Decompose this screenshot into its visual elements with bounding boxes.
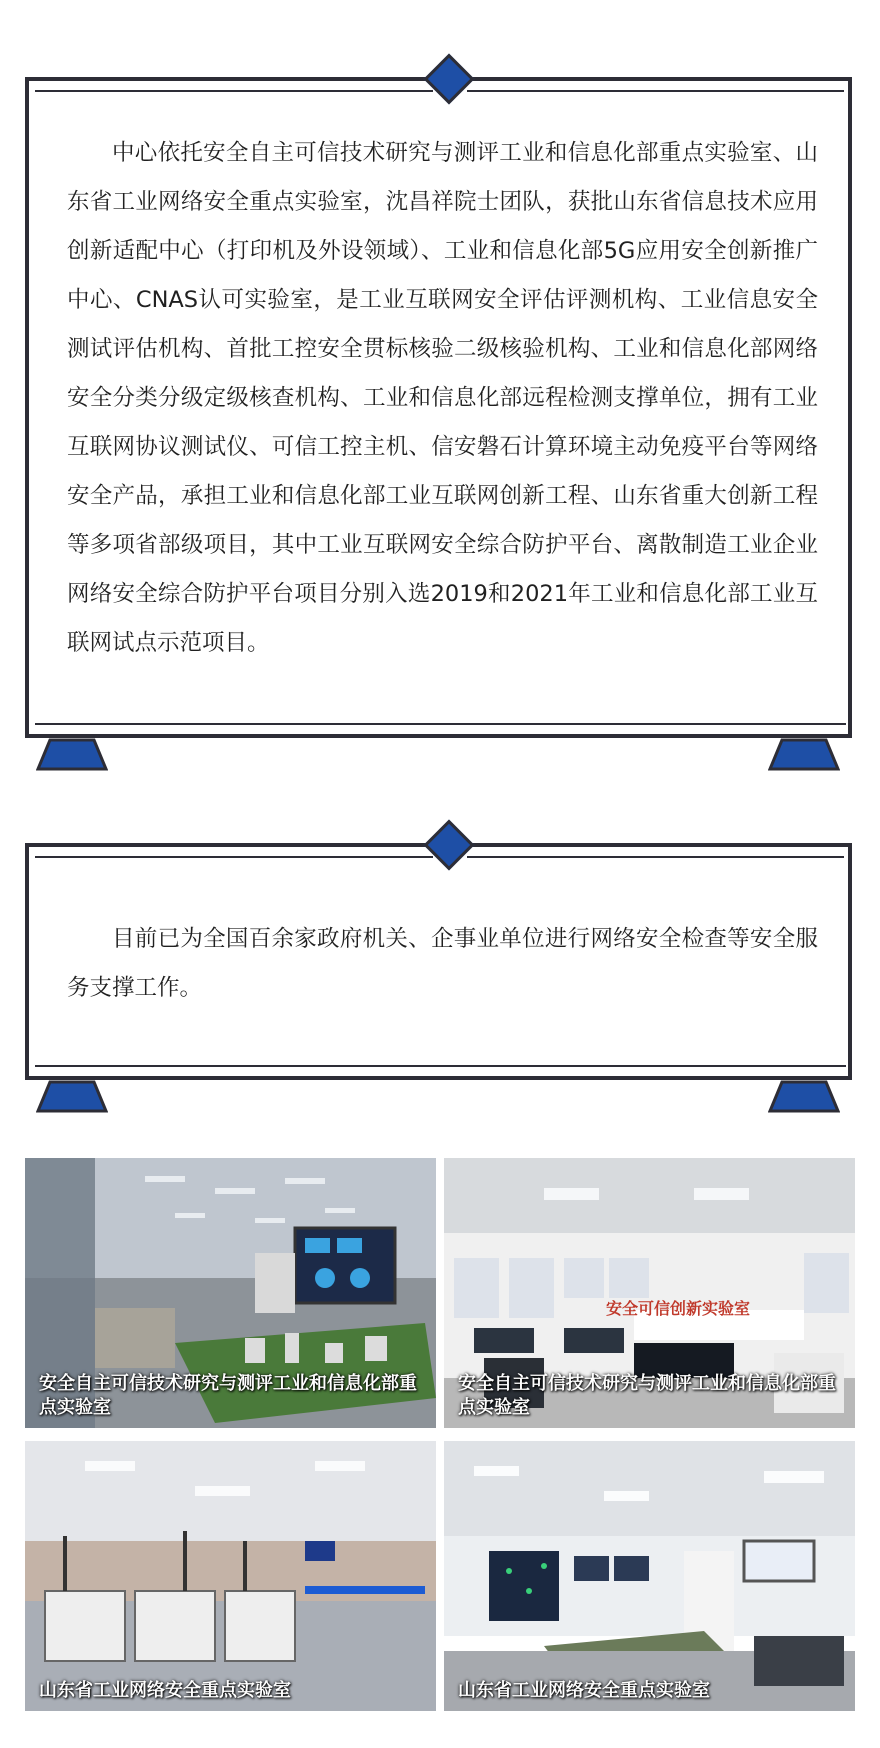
card2-foot-left (36, 1080, 108, 1117)
top-rule-right (467, 90, 844, 92)
service-paragraph: 目前已为全国百余家政府机关、企事业单位进行网络安全检查等安全服务支撑工作。 (67, 926, 818, 1001)
service-card (25, 843, 852, 1080)
top-rule-left (35, 90, 433, 92)
lab-photo-3 (25, 1441, 436, 1711)
wall-sign: 安全可信创新实验室 (606, 1299, 751, 1318)
lab-photo-2 (444, 1158, 855, 1428)
intro-paragraph: 中心依托安全自主可信技术研究与测评工业和信息化部重点实验室、山东省工业网络安全重点实验室，沈昌祥院士团队，获批山东省信息技术应用创新适配中心（打印机及外设领域）、工业和信息化部5G应用安全创新推广中心、CNAS认可实验室，是工业互联网安全评估评测机构、工业信息安全测试评估机构、首批工控安全贯标核验二级核验机构、工业和信息化部网络安全分类分级定级核查机构、工业和信息化部远程检测支撑单位，拥有工业互联网协议测试仪、可信工控主机、信安磐石计算环境主动免疫平台等网络安全产品，承担工业和信息化部工业互联网创新工程、山东省重大创新工程等多项省部级项目，其中工业互联网安全综合防护平台、离散制造工业企业网络安全综合防护平台项目分别入选2019和2021年工业和信息化部工业互联网试点示范项目。 (67, 140, 818, 656)
photo-caption: 安全自主可信技术研究与测评工业和信息化部重点实验室 (458, 1373, 836, 1418)
card2-foot-right (768, 1080, 840, 1117)
card1-foot-right (768, 738, 840, 775)
diamond-ornament (424, 820, 475, 871)
top-rule-right (467, 856, 844, 858)
top-rule-left (35, 856, 433, 858)
photo-caption: 安全自主可信技术研究与测评工业和信息化部重点实验室 (39, 1373, 417, 1418)
photo-caption: 山东省工业网络安全重点实验室 (39, 1680, 291, 1701)
bottom-rule (35, 1065, 846, 1067)
lab-photo-1 (25, 1158, 436, 1428)
lab-photo-4 (444, 1441, 855, 1711)
card1-foot-left (36, 738, 108, 775)
bottom-rule (35, 723, 846, 725)
diamond-ornament (424, 54, 475, 105)
intro-card (25, 77, 852, 738)
photo-caption: 山东省工业网络安全重点实验室 (458, 1680, 710, 1701)
